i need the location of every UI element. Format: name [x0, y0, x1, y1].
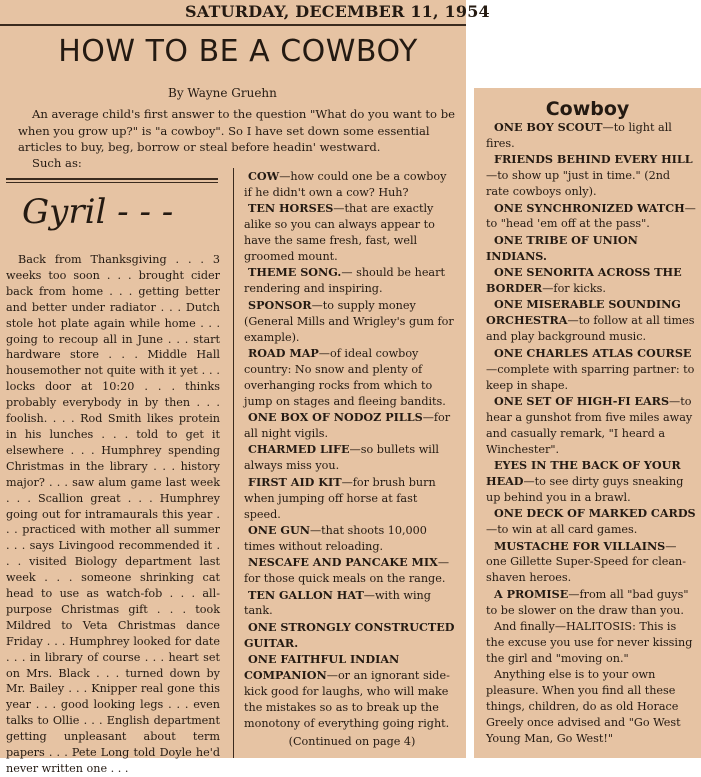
item-heading: EYES IN THE BACK OF YOUR HEAD [486, 458, 681, 488]
item-text: —with wing tank. [244, 588, 431, 618]
continued-note: (Continued on page 4) [288, 734, 416, 748]
item-heading: ONE MISERABLE SOUNDING ORCHESTRA [486, 297, 681, 328]
item-heading: TEN GALLON HAT [248, 587, 364, 602]
item-heading: ONE SYNCHRONIZED WATCH [494, 200, 685, 215]
list-item [244, 410, 456, 442]
gyril-text: Back from Thanksgiving . . . 3 weeks too soon . . . brought cider back from home . . . getting better and better under radiator . . . Dutch stole hot plate again while home . . . going to recoup all in June . . . start hardware store . . . Middle Hall housemother not quite with it yet . . . locks door at 10:20 . . . thinks probably everybody in by then . . . foolish. . . . Rod Smith likes protein in his lunches . . . told to get it elsewhere . . . Humphrey spending Christmas in the library . . . history major? . . . saw alum game last week . . . Scallion great . . . Humphrey going out for intramaurals this year . . . practiced with mother all summer . . . says Livingood recommended it . . . visited Biology department last week . . . someone shrinking cat head to use as watch-fob . . . all-purpose Christmas gift . . . took Mildred to Veta Christmas dance Friday . . . Humphrey looked for date . . . in library of course . . . heart set on Mrs. Black . . . turned down by Mr. Bailey . . . Knipper real gone this year . . . good looking legs . . . even talks to Ollie . . . English department getting unpleasant about term papers . . . Pete Long told Doyle he'd never written one . . . [6, 253, 220, 775]
item-heading: TEN HORSES [248, 201, 334, 216]
list-item [486, 265, 696, 297]
item-heading: SPONSOR [248, 297, 312, 312]
item-heading: COW [248, 169, 280, 183]
list-item [244, 169, 456, 201]
item-heading: ONE DECK OF MARKED CARDS [494, 506, 696, 521]
item-text: —to show up "just in time." (2nd rate cowboys only). [486, 169, 671, 199]
list-item [244, 298, 456, 346]
item-text: —to supply money (General Mills and Wrigley's gum for example). [244, 298, 454, 344]
item-text: Anything else is to your own pleasure. When you find all these things, children, do as old Horace Greely once advised and "Go West Young Man, Go West!" [486, 668, 681, 745]
column-divider [233, 168, 234, 758]
cowboy-items-column-1 [244, 169, 456, 750]
item-text: —that are exactly alike so you can always appear to have the same fresh, fast, well groomed mount. [244, 202, 435, 264]
item-text: —to see dirty guys sneaking up behind you in a brawl. [486, 474, 684, 504]
byline: By Wayne Gruehn [168, 86, 277, 100]
intro-paragraph: An average child's first answer to the question "What do you want to be when you grow up?" is "a cowboy". So I have set down some essential articles to buy, beg, borrow or steal before headin' westward. [18, 107, 455, 154]
item-heading: ONE TRIBE OF UNION INDIANS. [486, 232, 638, 263]
intro-continuation: Such as: [32, 156, 82, 170]
item-text: —so bullets will always miss you. [244, 443, 439, 473]
item-heading: ONE GUN [248, 522, 310, 537]
item-text: —to light all fires. [486, 121, 672, 150]
item-text: —or an ignorant side-kick good for laughs, who will make the mistakes so as to break up the monotony of everything going right. [244, 669, 450, 730]
continued-title: Cowboy [545, 98, 630, 120]
item-text: —that shoots 10,000 times without reloading. [244, 523, 427, 553]
list-item [486, 394, 696, 458]
list-item [486, 667, 696, 747]
item-heading: ONE CHARLES ATLAS COURSE [494, 345, 692, 360]
item-heading: MUSTACHE FOR VILLAINS [494, 538, 666, 553]
item-text: — should be heart rendering and inspiring. [244, 266, 445, 296]
item-text: —how could one be a cowboy if he didn't own a cow? Huh? [244, 170, 447, 199]
item-text: —complete with sparring partner: to keep in shape. [486, 362, 695, 392]
item-text: And finally—HALITOSIS: This is the excuse you use for never kissing the girl and "moving on." [486, 620, 693, 665]
item-heading: ROAD MAP [248, 345, 319, 360]
list-item [244, 620, 456, 652]
list-item [244, 442, 456, 474]
list-item [486, 619, 696, 667]
list-item [244, 588, 456, 620]
item-text: —to "head 'em off at the pass". [486, 201, 696, 231]
headline: HOW TO BE A COWBOY [58, 34, 418, 69]
item-heading: THEME SONG. [248, 265, 342, 280]
item-heading: FIRST AID KIT [248, 474, 342, 489]
list-item [486, 506, 696, 538]
list-item [244, 201, 456, 265]
list-item [486, 297, 696, 345]
item-text: —from all "bad guys" to be slower on the draw than you. [486, 587, 689, 617]
item-heading: ONE BOX OF NODOZ PILLS [248, 410, 423, 425]
item-text: —to follow at all times and play background music. [486, 314, 695, 344]
item-heading: ONE FAITHFUL INDIAN COMPANION [244, 652, 400, 683]
item-heading: NESCAFE AND PANCAKE MIX [248, 555, 438, 570]
item-text: —for those quick meals on the range. [244, 556, 450, 586]
gyril-column-title: Gyril - - - [22, 192, 174, 232]
list-item [486, 346, 696, 394]
gyril-top-rule-thin [6, 182, 218, 183]
item-text: —to hear a gunshot from five miles away and casually remark, "I heard a Winchester". [486, 394, 693, 456]
list-item [486, 120, 696, 152]
gyril-column [6, 252, 220, 777]
item-text: —for kicks. [542, 282, 606, 296]
top-rule [0, 24, 466, 26]
item-text: —to win at all card games. [486, 523, 638, 537]
item-text: —for brush burn when jumping off horse at fast speed. [244, 475, 436, 521]
list-item [244, 555, 456, 587]
item-text: —for all night vigils. [244, 411, 451, 440]
item-heading: FRIENDS BEHIND EVERY HILL [494, 152, 693, 167]
item-heading: CHARMED LIFE [248, 442, 350, 457]
item-heading: ONE STRONGLY CONSTRUCTED GUITAR. [244, 619, 455, 650]
item-text: —of ideal cowboy country: No snow and plenty of overhanging rocks from which to jump on stages and fleeing bandits. [244, 346, 446, 408]
list-item [486, 458, 696, 506]
list-item [486, 233, 696, 265]
item-heading: A PROMISE [494, 586, 569, 601]
list-item [244, 652, 456, 732]
list-item [486, 201, 696, 233]
list-item [486, 587, 696, 619]
item-heading: ONE SENORITA ACROSS THE BORDER [486, 265, 682, 296]
dateline: SATURDAY, DECEMBER 11, 1954 [185, 2, 490, 21]
item-heading: ONE BOY SCOUT [494, 120, 603, 134]
list-item [486, 539, 696, 587]
list-item [486, 152, 696, 200]
cowboy-items-column-2 [486, 120, 696, 747]
item-heading: ONE SET OF HIGH-FI EARS [494, 393, 670, 408]
gyril-top-rule [6, 178, 218, 180]
item-text: —one Gillette Super-Speed for clean-shaven heroes. [486, 539, 687, 585]
list-item [244, 523, 456, 555]
list-item [244, 475, 456, 523]
list-item [244, 346, 456, 410]
list-item [244, 265, 456, 297]
